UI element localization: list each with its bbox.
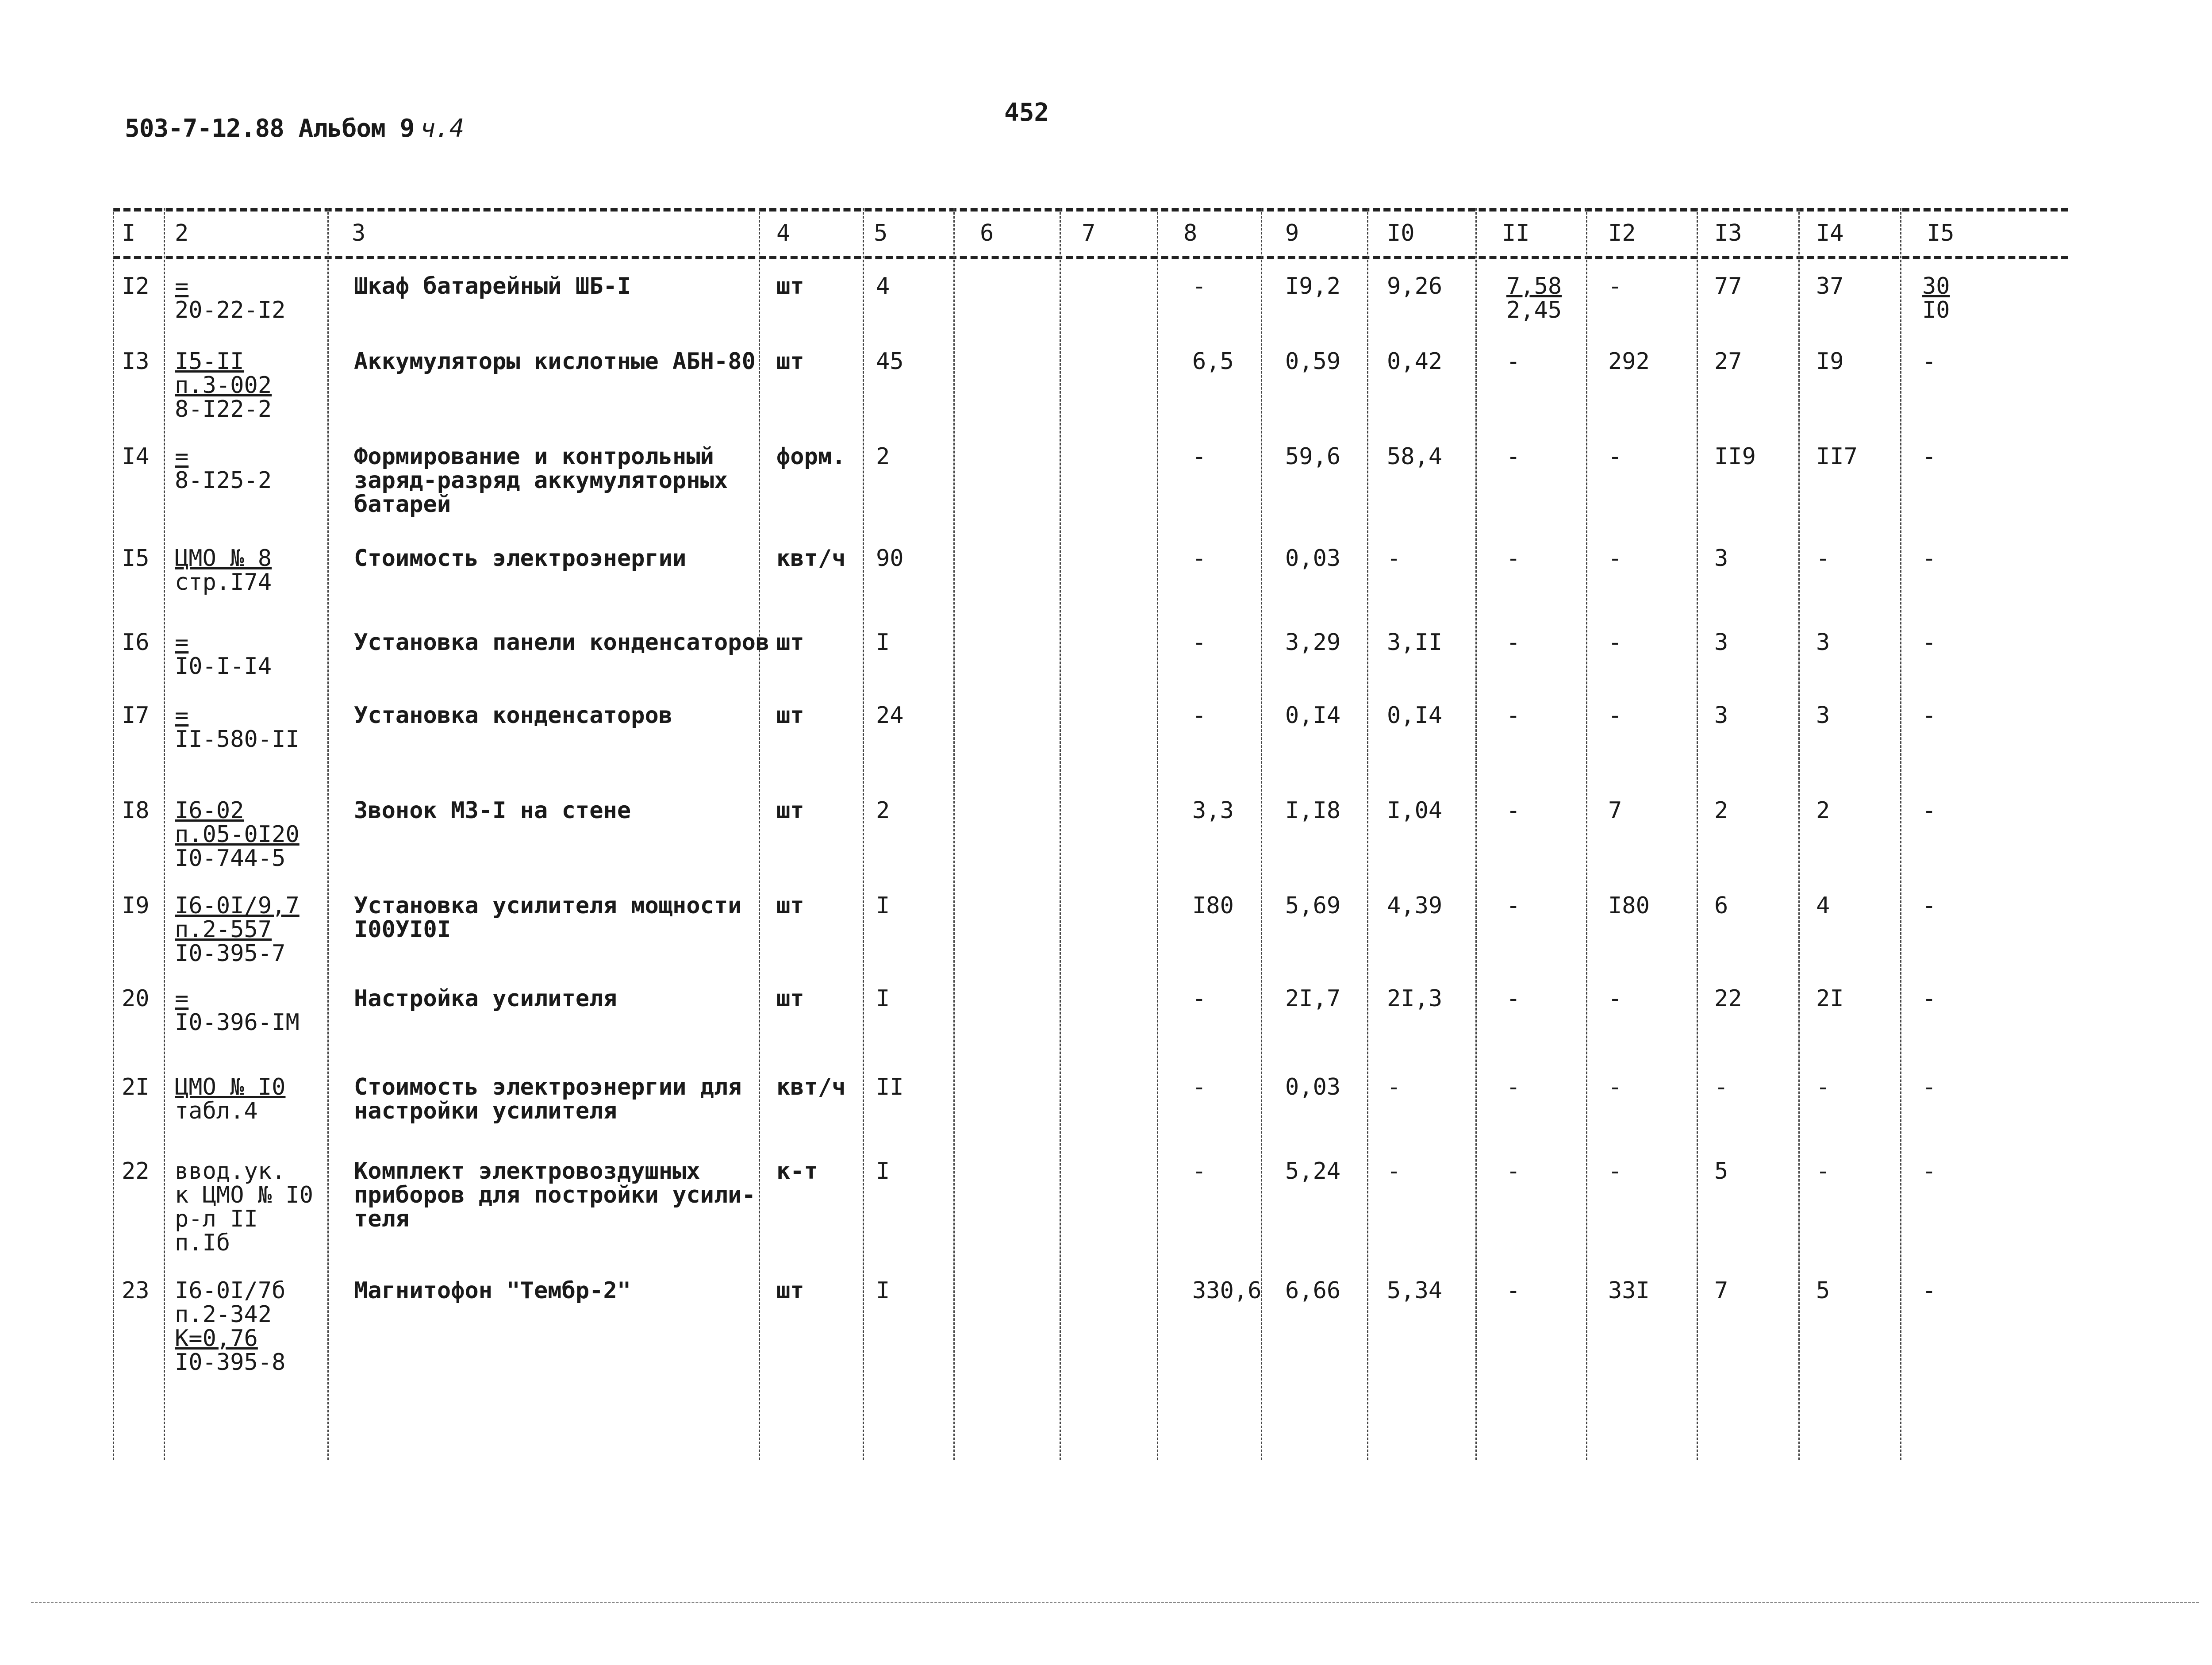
col-header: I0 bbox=[1387, 220, 1415, 246]
col-10-value: 58,4 bbox=[1387, 443, 1443, 470]
col-15-value: - bbox=[1922, 985, 1936, 1012]
col-10-value: I,04 bbox=[1387, 797, 1443, 824]
col-10-value: 9,26 bbox=[1387, 273, 1443, 300]
col-11-value: - bbox=[1506, 985, 1521, 1012]
col-8-value: - bbox=[1192, 443, 1206, 470]
col-14-value: 37 bbox=[1816, 273, 1844, 300]
col-15-value: - bbox=[1922, 443, 1936, 470]
col-10-value: - bbox=[1387, 1158, 1401, 1184]
col-8-value: - bbox=[1192, 1074, 1206, 1100]
col-15-value: - bbox=[1922, 1158, 1936, 1184]
quantity: 24 bbox=[876, 702, 904, 729]
col-header: 6 bbox=[980, 220, 994, 246]
row-number: I8 bbox=[122, 797, 150, 824]
col-header: I3 bbox=[1714, 220, 1742, 246]
col-15-value: 30 bbox=[1922, 273, 1950, 300]
row-number: 22 bbox=[122, 1158, 150, 1184]
quantity: 2 bbox=[876, 797, 890, 824]
norm-code: ввод.ук. к ЦМО № I0 р-л II п.Iб bbox=[175, 1158, 314, 1256]
norm-code: I0-744-5 bbox=[175, 845, 286, 872]
col-divider bbox=[164, 208, 165, 1460]
col-15-value: - bbox=[1922, 702, 1936, 729]
work-name: Магнитофон "Тембр-2" bbox=[354, 1277, 631, 1304]
col-divider bbox=[327, 208, 329, 1460]
col-13-value: 6 bbox=[1714, 892, 1728, 919]
col-header: I bbox=[122, 220, 136, 246]
col-13-value: 3 bbox=[1714, 702, 1728, 729]
norm-code: I0-396-IМ bbox=[175, 1009, 300, 1036]
col-header: 2 bbox=[175, 220, 189, 246]
quantity: 45 bbox=[876, 348, 904, 375]
work-name: Формирование и контрольный заряд-разряд аккумуляторных батарей bbox=[354, 443, 728, 518]
unit: квт/ч bbox=[776, 545, 846, 572]
col-11-value: - bbox=[1506, 629, 1521, 656]
header-bottom-rule bbox=[113, 256, 2068, 259]
col-8-value: 6,5 bbox=[1192, 348, 1234, 375]
col-12-value: - bbox=[1608, 443, 1622, 470]
col-10-value: 3,II bbox=[1387, 629, 1443, 656]
col-14-value: 4 bbox=[1816, 892, 1830, 919]
unit: шт bbox=[776, 892, 804, 919]
col-15-value: - bbox=[1922, 629, 1936, 656]
row-number: 2I bbox=[122, 1074, 150, 1100]
row-number: I9 bbox=[122, 892, 150, 919]
norm-code: I5-II bbox=[175, 348, 244, 375]
col-13-value: 5 bbox=[1714, 1158, 1728, 1184]
col-header: I5 bbox=[1927, 220, 1955, 246]
unit: форм. bbox=[776, 443, 846, 470]
col-11-value: 2,45 bbox=[1506, 297, 1562, 323]
col-8-value: - bbox=[1192, 985, 1206, 1012]
col-15-value: - bbox=[1922, 1074, 1936, 1100]
page-number: 452 bbox=[1004, 98, 1049, 127]
col-divider bbox=[1157, 208, 1158, 1460]
col-9-value: 5,69 bbox=[1285, 892, 1341, 919]
col-14-value: II7 bbox=[1816, 443, 1858, 470]
col-14-value: 5 bbox=[1816, 1277, 1830, 1304]
col-13-value: 7 bbox=[1714, 1277, 1728, 1304]
norm-code: I6-0I/7б п.2-342 bbox=[175, 1277, 286, 1328]
col-8-value: - bbox=[1192, 273, 1206, 300]
col-11-value: - bbox=[1506, 702, 1521, 729]
norm-code: п.3-002 bbox=[175, 372, 272, 399]
col-13-value: 27 bbox=[1714, 348, 1742, 375]
col-14-value: 3 bbox=[1816, 629, 1830, 656]
work-name: Звонок МЗ-I на стене bbox=[354, 797, 631, 824]
col-15-value: - bbox=[1922, 797, 1936, 824]
col-13-value: 2 bbox=[1714, 797, 1728, 824]
col-11-value: - bbox=[1506, 797, 1521, 824]
norm-code: II-580-II bbox=[175, 726, 300, 753]
quantity: 4 bbox=[876, 273, 890, 300]
col-10-value: - bbox=[1387, 1074, 1401, 1100]
col-9-value: 6,66 bbox=[1285, 1277, 1341, 1304]
col-12-value: - bbox=[1608, 985, 1622, 1012]
quantity: I bbox=[876, 629, 890, 656]
col-divider bbox=[1475, 208, 1477, 1460]
unit: шт bbox=[776, 1277, 804, 1304]
row-number: I2 bbox=[122, 273, 150, 300]
col-14-value: - bbox=[1816, 1074, 1830, 1100]
row-number: I5 bbox=[122, 545, 150, 572]
col-9-value: 5,24 bbox=[1285, 1158, 1341, 1184]
col-9-value: 0,59 bbox=[1285, 348, 1341, 375]
col-header: 8 bbox=[1183, 220, 1198, 246]
unit: квт/ч bbox=[776, 1074, 846, 1100]
unit: шт bbox=[776, 797, 804, 824]
col-14-value: 2 bbox=[1816, 797, 1830, 824]
unit: к-т bbox=[776, 1158, 818, 1184]
col-8-value: - bbox=[1192, 1158, 1206, 1184]
col-11-value: 7,58 bbox=[1506, 273, 1562, 300]
norm-code: = bbox=[175, 443, 189, 470]
col-12-value: 292 bbox=[1608, 348, 1650, 375]
row-number: I7 bbox=[122, 702, 150, 729]
work-name: Комплект электровоздушных приборов для постройки усили- теля bbox=[354, 1158, 756, 1232]
col-14-value: 3 bbox=[1816, 702, 1830, 729]
row-number: I6 bbox=[122, 629, 150, 656]
col-15-value: - bbox=[1922, 545, 1936, 572]
document-reference bbox=[125, 114, 464, 143]
work-name: Установка усилителя мощности I00УI0I bbox=[354, 892, 742, 943]
norm-code: п.2-557 bbox=[175, 916, 272, 943]
unit: шт bbox=[776, 702, 804, 729]
col-12-value: - bbox=[1608, 273, 1622, 300]
col-13-value: II9 bbox=[1714, 443, 1756, 470]
quantity: 90 bbox=[876, 545, 904, 572]
col-12-value: - bbox=[1608, 1158, 1622, 1184]
col-10-value: 0,I4 bbox=[1387, 702, 1443, 729]
norm-code: 8-I25-2 bbox=[175, 467, 272, 494]
col-9-value: 59,6 bbox=[1285, 443, 1341, 470]
col-header: II bbox=[1502, 220, 1530, 246]
col-divider bbox=[113, 208, 114, 1460]
unit: шт bbox=[776, 273, 804, 300]
norm-code: = bbox=[175, 629, 189, 656]
col-11-value: - bbox=[1506, 348, 1521, 375]
col-9-value: 2I,7 bbox=[1285, 985, 1341, 1012]
estimate-table bbox=[113, 208, 2068, 1460]
work-name: Стоимость электроэнергии bbox=[354, 545, 687, 572]
col-13-value: 77 bbox=[1714, 273, 1742, 300]
norm-code: К=0,76 bbox=[175, 1325, 258, 1352]
col-9-value: I,I8 bbox=[1285, 797, 1341, 824]
col-11-value: - bbox=[1506, 1074, 1521, 1100]
col-8-value: - bbox=[1192, 545, 1206, 572]
col-header: 5 bbox=[874, 220, 888, 246]
col-8-value: 330,6 bbox=[1192, 1277, 1262, 1304]
row-number: I4 bbox=[122, 443, 150, 470]
col-12-value: I80 bbox=[1608, 892, 1650, 919]
col-header: I4 bbox=[1816, 220, 1844, 246]
norm-code: п.05-0I20 bbox=[175, 821, 300, 848]
row-number: 23 bbox=[122, 1277, 150, 1304]
page-bottom-rule bbox=[31, 1602, 2199, 1603]
unit: шт bbox=[776, 348, 804, 375]
norm-code: ЦМО № 8 bbox=[175, 545, 272, 572]
col-divider bbox=[1261, 208, 1262, 1460]
work-name: Настройка усилителя bbox=[354, 985, 617, 1012]
col-divider bbox=[863, 208, 864, 1460]
col-divider bbox=[1697, 208, 1698, 1460]
unit: шт bbox=[776, 985, 804, 1012]
quantity: I bbox=[876, 1158, 890, 1184]
col-9-value: 3,29 bbox=[1285, 629, 1341, 656]
col-divider bbox=[1367, 208, 1368, 1460]
norm-code: = bbox=[175, 273, 189, 300]
quantity: 2 bbox=[876, 443, 890, 470]
col-15-value: - bbox=[1922, 348, 1936, 375]
col-9-value: I9,2 bbox=[1285, 273, 1341, 300]
col-12-value: 33I bbox=[1608, 1277, 1650, 1304]
col-11-value: - bbox=[1506, 545, 1521, 572]
unit: шт bbox=[776, 629, 804, 656]
col-14-value: I9 bbox=[1816, 348, 1844, 375]
col-header: 9 bbox=[1285, 220, 1299, 246]
col-10-value: 4,39 bbox=[1387, 892, 1443, 919]
doc-ref-note: ч.4 bbox=[420, 114, 464, 143]
work-name: Установка конденсаторов bbox=[354, 702, 673, 729]
col-10-value: 5,34 bbox=[1387, 1277, 1443, 1304]
norm-code: I0-395-7 bbox=[175, 940, 286, 967]
col-divider bbox=[1060, 208, 1061, 1460]
col-11-value: - bbox=[1506, 1158, 1521, 1184]
col-12-value: - bbox=[1608, 702, 1622, 729]
col-14-value: 2I bbox=[1816, 985, 1844, 1012]
col-13-value: 22 bbox=[1714, 985, 1742, 1012]
col-divider bbox=[1798, 208, 1800, 1460]
norm-code: ЦМО № I0 bbox=[175, 1074, 286, 1100]
norm-code: I0-I-I4 bbox=[175, 653, 272, 680]
work-name: Стоимость электроэнергии для настройки усилителя bbox=[354, 1074, 742, 1124]
quantity: I bbox=[876, 1277, 890, 1304]
col-12-value: - bbox=[1608, 629, 1622, 656]
col-9-value: 0,I4 bbox=[1285, 702, 1341, 729]
col-10-value: 2I,3 bbox=[1387, 985, 1443, 1012]
col-15-value: - bbox=[1922, 1277, 1936, 1304]
quantity: I bbox=[876, 985, 890, 1012]
quantity: I bbox=[876, 892, 890, 919]
col-11-value: - bbox=[1506, 1277, 1521, 1304]
col-8-value: I80 bbox=[1192, 892, 1234, 919]
table-top-rule bbox=[113, 208, 2068, 211]
norm-code: I0-395-8 bbox=[175, 1349, 286, 1376]
col-11-value: - bbox=[1506, 892, 1521, 919]
col-divider bbox=[953, 208, 955, 1460]
norm-code: 8-I22-2 bbox=[175, 396, 272, 423]
row-number: I3 bbox=[122, 348, 150, 375]
col-header: I2 bbox=[1608, 220, 1636, 246]
norm-code: I6-02 bbox=[175, 797, 244, 824]
norm-code: 20-22-I2 bbox=[175, 297, 286, 323]
col-12-value: 7 bbox=[1608, 797, 1622, 824]
col-14-value: - bbox=[1816, 1158, 1830, 1184]
doc-ref-text: 503-7-12.88 Альбом 9 bbox=[125, 114, 415, 143]
col-13-value: - bbox=[1714, 1074, 1728, 1100]
col-8-value: 3,3 bbox=[1192, 797, 1234, 824]
col-13-value: 3 bbox=[1714, 629, 1728, 656]
work-name: Шкаф батарейный ШБ-I bbox=[354, 273, 631, 300]
norm-code: стр.I74 bbox=[175, 569, 272, 596]
col-15-value: - bbox=[1922, 892, 1936, 919]
col-header: 4 bbox=[776, 220, 791, 246]
col-10-value: - bbox=[1387, 545, 1401, 572]
col-12-value: - bbox=[1608, 1074, 1622, 1100]
col-8-value: - bbox=[1192, 629, 1206, 656]
col-13-value: 3 bbox=[1714, 545, 1728, 572]
work-name: Установка панели конденсаторов bbox=[354, 629, 770, 656]
col-8-value: - bbox=[1192, 702, 1206, 729]
norm-code: = bbox=[175, 702, 189, 729]
work-name: Аккумуляторы кислотные АБН-80 bbox=[354, 348, 756, 375]
norm-code: = bbox=[175, 985, 189, 1012]
norm-code: I6-0I/9,7 bbox=[175, 892, 300, 919]
col-divider bbox=[759, 208, 760, 1460]
col-15-value: I0 bbox=[1922, 297, 1950, 323]
quantity: II bbox=[876, 1074, 904, 1100]
col-12-value: - bbox=[1608, 545, 1622, 572]
col-9-value: 0,03 bbox=[1285, 1074, 1341, 1100]
col-10-value: 0,42 bbox=[1387, 348, 1443, 375]
norm-code: табл.4 bbox=[175, 1098, 258, 1124]
col-divider bbox=[1586, 208, 1587, 1460]
row-number: 20 bbox=[122, 985, 150, 1012]
col-14-value: - bbox=[1816, 545, 1830, 572]
col-9-value: 0,03 bbox=[1285, 545, 1341, 572]
col-11-value: - bbox=[1506, 443, 1521, 470]
col-header: 7 bbox=[1082, 220, 1096, 246]
col-divider bbox=[1900, 208, 1901, 1460]
col-header: 3 bbox=[352, 220, 366, 246]
